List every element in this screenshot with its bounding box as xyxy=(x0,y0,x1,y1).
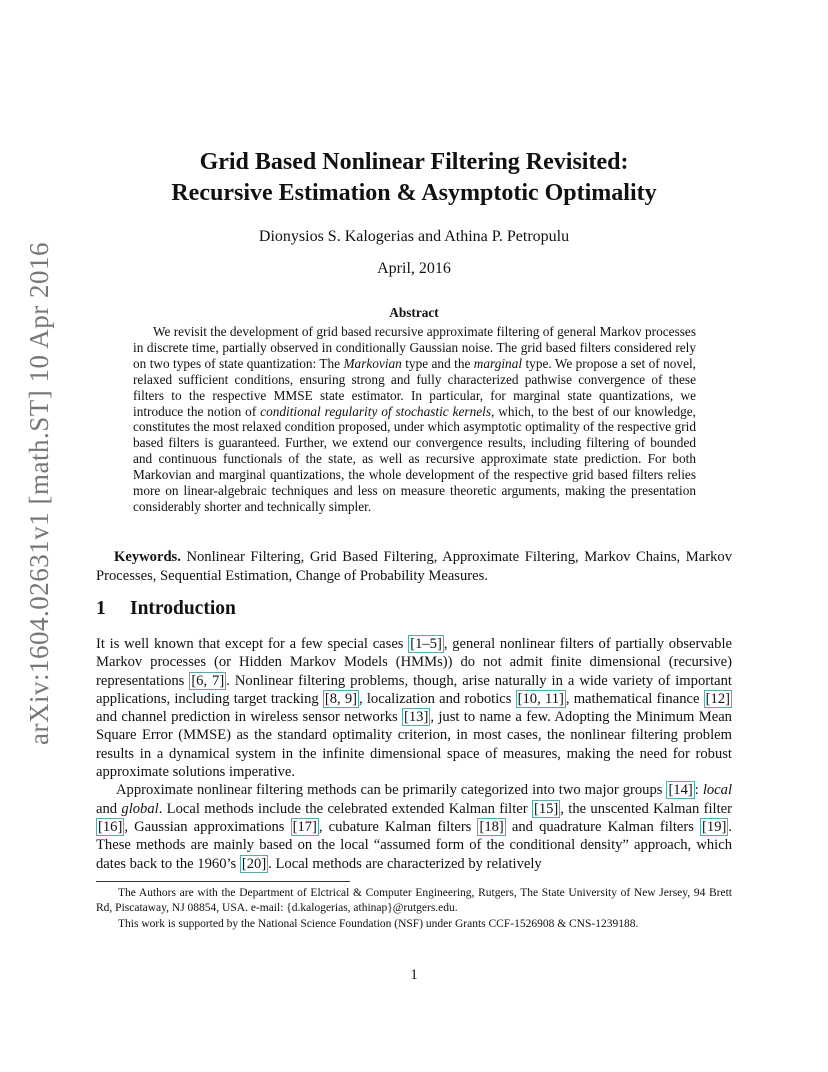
paragraph-1 xyxy=(96,635,732,781)
citation-link[interactable]: [15] xyxy=(533,800,559,817)
citation-link[interactable]: [1–5] xyxy=(410,636,442,652)
paragraph-2 xyxy=(96,781,732,872)
footnote-funding: This work is supported by the National Science Foundation (NSF) under Grants CCF-1526908 & CNS-1239188. xyxy=(118,918,639,930)
section-number: 1 xyxy=(96,598,106,619)
citation-link[interactable]: [19] xyxy=(702,818,727,835)
footnote-affiliation: The Authors are with the Department of Elctrical & Computer Engineering, Rutgers, The State University of New Jersey, 94 Brett Rd, Piscataway, NJ 08854, USA. e-mail: {d.kalogerias, athinap}@rutgers.edu. xyxy=(96,887,732,914)
body-text xyxy=(96,635,732,873)
section-title: Introduction xyxy=(130,598,236,619)
citation-link[interactable]: [20] xyxy=(241,855,267,872)
arxiv-identifier: arXiv:1604.02631v1 [math.ST] 10 Apr 2016 xyxy=(24,242,54,745)
abstract-text: We revisit the development of grid based recursive approximate filtering of general Markov processes in discrete time, partially observed in conditionally Gaussian noise. The grid based filters considered rely on two types of state quantization: The xyxy=(133,324,696,371)
citation-link[interactable]: [6, 7] xyxy=(191,672,225,689)
text: : xyxy=(694,782,703,799)
abstract-heading: Abstract xyxy=(389,305,439,320)
text: Approximate nonlinear filtering methods can be primarily categorized into two major groups xyxy=(116,782,667,799)
abstract-paragraph xyxy=(133,324,696,515)
text: , localization and robotics xyxy=(359,690,516,707)
citation-link[interactable]: [10, 11] xyxy=(517,690,564,707)
keywords-text: Nonlinear Filtering, Grid Based Filtering, Approximate Filtering, Markov Chains, Markov Processes, Sequential Estimation, Change of Probability Measures. xyxy=(96,549,732,584)
citation-link[interactable]: [14] xyxy=(668,782,693,799)
citation-link[interactable]: [18] xyxy=(479,818,504,835)
text: , mathematical finance xyxy=(565,690,704,707)
footnote-rule xyxy=(96,881,350,882)
text: . These methods are mainly based on the local “assumed form of the conditional density” approach, which dates back to the 1960’s xyxy=(96,818,733,872)
citation-link[interactable]: [13] xyxy=(404,709,429,726)
text: , Gaussian approximations xyxy=(124,818,291,835)
citation-link[interactable]: [16] xyxy=(98,818,123,835)
keywords-label: Keywords. xyxy=(114,549,181,565)
paper-title xyxy=(96,147,732,209)
abstract-emphasis: Markovian xyxy=(343,355,402,371)
page-number: 1 xyxy=(410,967,418,983)
abstract-emphasis: marginal xyxy=(473,355,523,371)
text: and quadrature Kalman filters xyxy=(505,818,701,835)
citation-link[interactable]: [12] xyxy=(705,690,730,707)
date: April, 2016 xyxy=(377,260,451,277)
abstract-text: type. We propose a set of novel, relaxed sufficient conditions, ensuring strong and fully characterized pathwise convergence of these filters to the respective MMSE state estimator. In particular, for marginal state quantizations, we introduce the notion of xyxy=(133,355,696,419)
abstract-text: type and the xyxy=(401,355,474,371)
text: , cubature Kalman filters xyxy=(318,818,478,835)
citation-link[interactable]: [17] xyxy=(292,818,317,835)
abstract xyxy=(133,324,696,515)
abstract-text: , which, to the best of our knowledge, constitutes the most relaxed condition proposed, under which asymptotic optimality of the respective grid based filters is guaranteed. Further, we extend our convergence results, including filtering of bounded and continuous functionals of the state, as well as recursive approximate state prediction. For both Markovian and marginal quantizations, the whole development of the respective grid based filters relies more on linear-algebraic techniques and less on measure theoretic arguments, making the presentation considerably shorter and technically simpler. xyxy=(133,403,696,514)
title-line-2: Recursive Estimation & Asymptotic Optimality xyxy=(171,180,657,206)
authors: Dionysios S. Kalogerias and Athina P. Petropulu xyxy=(258,228,570,245)
citation-link[interactable]: [8, 9] xyxy=(324,690,358,707)
text: , general nonlinear filters of partially observable Markov processes (or Hidden Markov Models (HMMs)) do not admit finite dimensional (recursive) representations xyxy=(96,636,732,689)
text: , just to name a few. Adopting the Minimum Mean Square Error (MMSE) as the standard optimality criterion, in most cases, the nonlinear filtering problem results in a dynamical system in the infinite dimensional space of measures, making the need for robust approximate solutions imperative. xyxy=(96,709,732,781)
text: It is well known that except for a few special cases xyxy=(96,636,409,652)
section-heading xyxy=(96,598,236,620)
text: . Local methods include the celebrated extended Kalman filter xyxy=(158,800,532,817)
text: . Local methods are characterized by relatively xyxy=(268,855,542,872)
text: and xyxy=(96,800,122,817)
keywords xyxy=(96,548,732,586)
emphasis: global xyxy=(121,800,159,817)
emphasis: local xyxy=(702,782,733,799)
abstract-emphasis: conditional regularity of stochastic kernels xyxy=(260,403,491,419)
text: , the unscented Kalman filter xyxy=(560,800,733,817)
title-line-1: Grid Based Nonlinear Filtering Revisited: xyxy=(199,149,629,175)
text: . Nonlinear filtering problems, though, arise naturally in a wide variety of important applications, including target tracking xyxy=(96,672,732,707)
text: and channel prediction in wireless sensor networks xyxy=(96,709,403,726)
